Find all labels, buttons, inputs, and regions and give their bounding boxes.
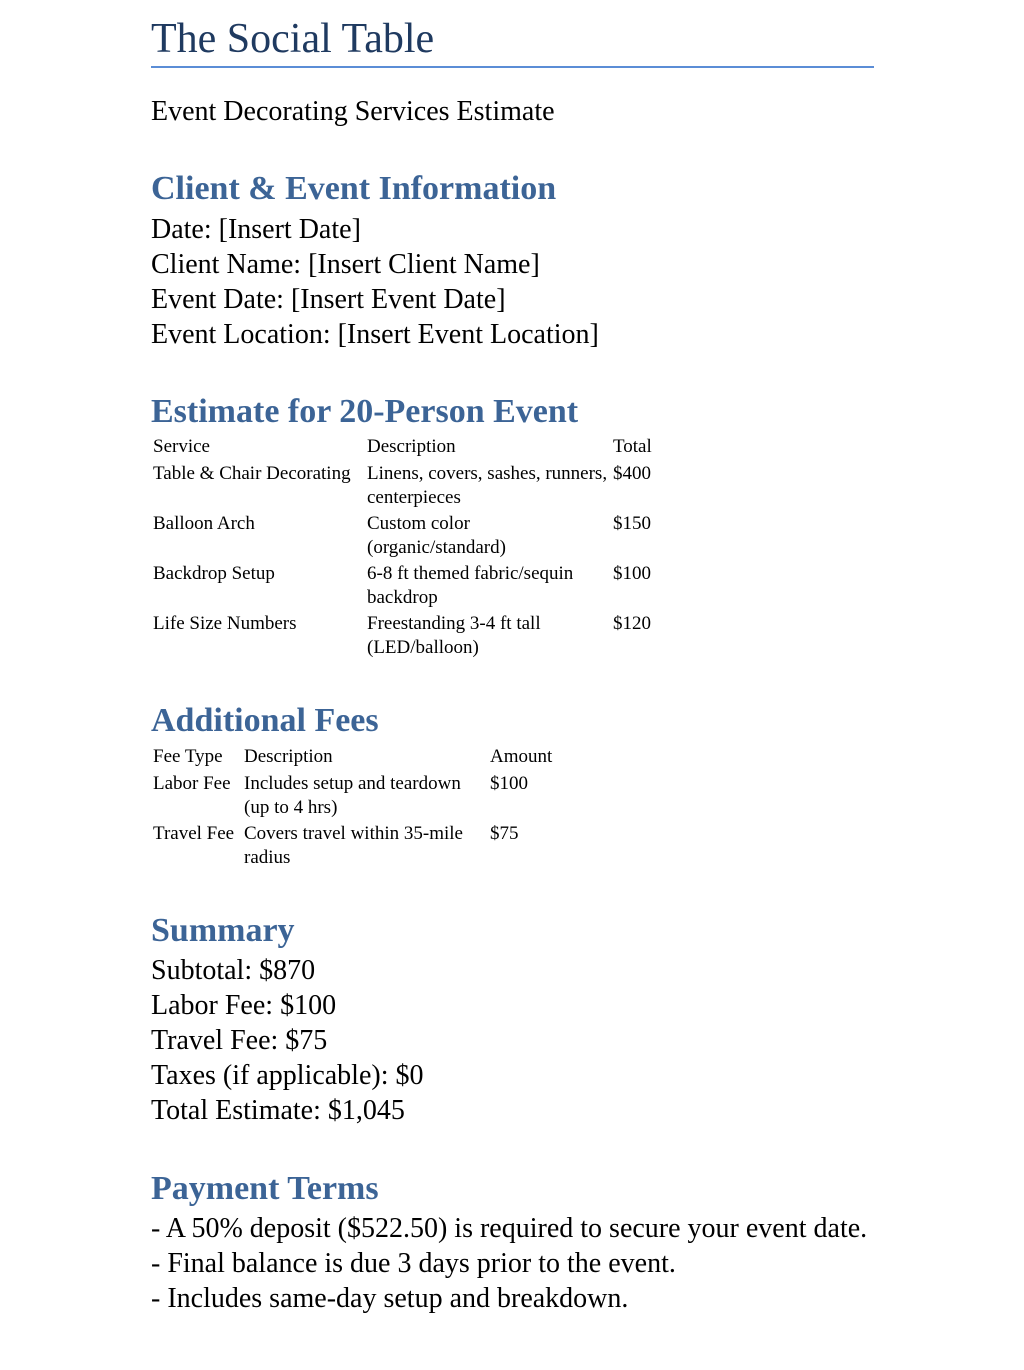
additional-fees-heading: Additional Fees	[151, 702, 379, 739]
service-description: Custom color (organic/standard)	[367, 513, 506, 558]
client-info-client-name: Client Name: [Insert Client Name]	[151, 249, 540, 280]
client-info-event-date: Event Date: [Insert Event Date]	[151, 284, 506, 315]
service-description: Freestanding 3-4 ft tall (LED/balloon)	[367, 613, 541, 658]
client-info-heading: Client & Event Information	[151, 170, 557, 207]
service-total: $400	[613, 463, 651, 484]
service-description: 6-8 ft themed fabric/sequin backdrop	[367, 563, 574, 608]
summary-subtotal: Subtotal: $870	[151, 955, 316, 986]
fees-col-description: Description	[244, 746, 333, 767]
fee-description: Covers travel within 35-mile radius	[244, 823, 463, 868]
payment-terms-list	[151, 1211, 874, 1316]
fee-amount: $100	[490, 773, 528, 794]
document-subtitle: Event Decorating Services Estimate	[151, 96, 555, 127]
fee-amount: $75	[490, 823, 519, 844]
table-row	[151, 562, 675, 612]
services-col-service: Service	[153, 436, 210, 457]
service-total: $150	[613, 513, 651, 534]
services-col-total: Total	[613, 436, 652, 457]
fee-type: Travel Fee	[153, 823, 235, 844]
payment-term-item: - A 50% deposit ($522.50) is required to secure your event date.	[151, 1213, 868, 1244]
summary-travel-fee: Travel Fee: $75	[151, 1025, 328, 1056]
fee-description: Includes setup and teardown (up to 4 hrs)	[244, 773, 461, 818]
table-row	[151, 612, 675, 662]
services-table	[151, 435, 675, 662]
summary-taxes: Taxes (if applicable): $0	[151, 1060, 424, 1091]
summary-list	[151, 953, 423, 1128]
fees-col-amount: Amount	[490, 746, 553, 767]
payment-term-item: - Includes same-day setup and breakdown.	[151, 1283, 629, 1314]
summary-labor-fee: Labor Fee: $100	[151, 990, 337, 1021]
table-row	[151, 772, 572, 822]
fees-col-fee-type: Fee Type	[153, 746, 223, 767]
client-info-date: Date: [Insert Date]	[151, 214, 361, 245]
table-row	[151, 822, 572, 872]
service-name: Life Size Numbers	[153, 613, 297, 634]
services-header-row	[151, 435, 675, 462]
summary-total: Total Estimate: $1,045	[151, 1095, 405, 1126]
service-name: Backdrop Setup	[153, 563, 275, 584]
service-name: Balloon Arch	[153, 513, 255, 534]
estimate-heading: Estimate for 20-Person Event	[151, 393, 579, 430]
table-row	[151, 512, 675, 562]
services-col-description: Description	[367, 436, 456, 457]
service-total: $100	[613, 563, 651, 584]
summary-heading: Summary	[151, 912, 295, 949]
payment-term-item: - Final balance is due 3 days prior to the event.	[151, 1248, 676, 1279]
client-info-event-location: Event Location: [Insert Event Location]	[151, 319, 599, 350]
payment-terms-heading: Payment Terms	[151, 1170, 379, 1207]
fees-header-row	[151, 745, 572, 772]
document-title: The Social Table	[151, 16, 435, 62]
fee-type: Labor Fee	[153, 773, 231, 794]
fees-table	[151, 745, 572, 872]
title-divider	[151, 66, 874, 68]
service-name: Table & Chair Decorating	[153, 463, 351, 484]
service-total: $120	[613, 613, 651, 634]
client-info-list	[151, 212, 599, 352]
table-row	[151, 462, 675, 512]
service-description: Linens, covers, sashes, runners, centerpieces	[367, 463, 608, 508]
